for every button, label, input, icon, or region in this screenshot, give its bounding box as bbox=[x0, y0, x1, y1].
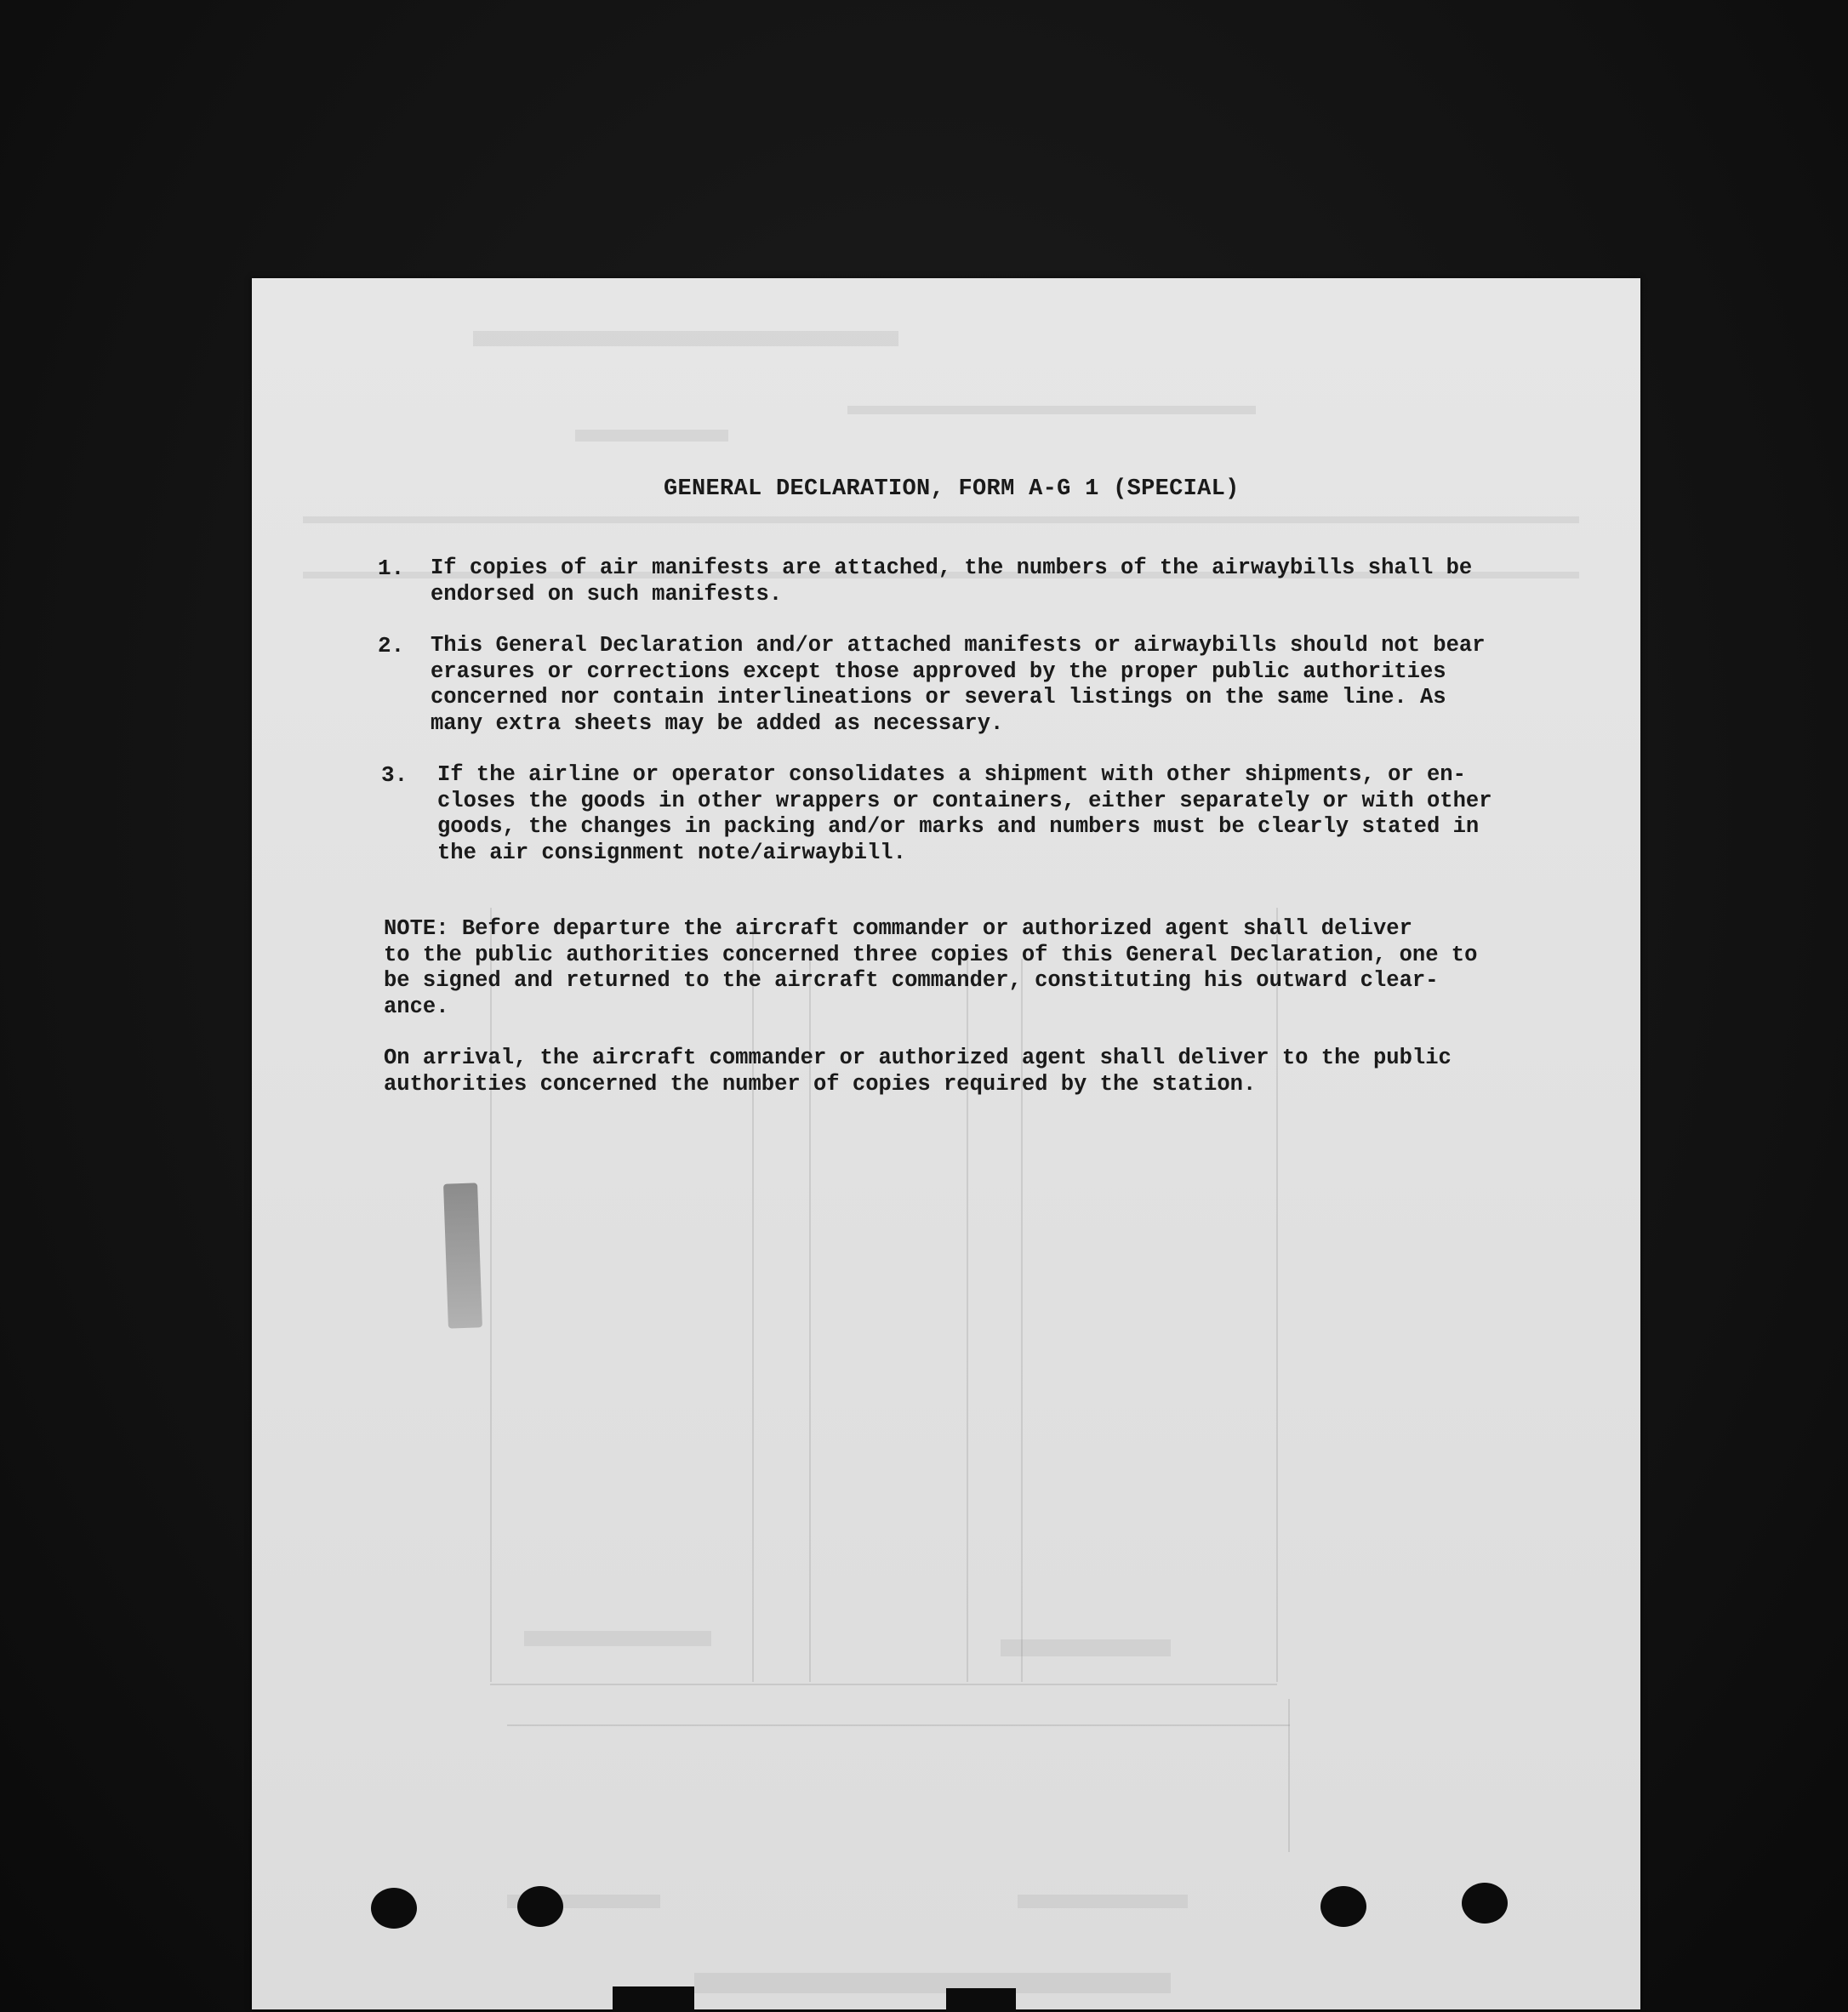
item-line: the air consignment note/airwaybill. bbox=[437, 840, 906, 865]
bleed-through-line bbox=[490, 1684, 1277, 1685]
item-number: 2. bbox=[378, 633, 405, 658]
punch-hole bbox=[517, 1886, 563, 1927]
list-item bbox=[431, 633, 1511, 737]
item-line: erasures or corrections except those approved by the proper public authorities bbox=[431, 658, 1446, 684]
item-line: If the airline or operator consolidates a shipment with other shipments, or en- bbox=[437, 762, 1466, 787]
bleed-through-mark bbox=[694, 1973, 1171, 1993]
bleed-through-mark bbox=[575, 430, 728, 442]
item-number: 3. bbox=[381, 762, 408, 788]
note-line: NOTE: Before departure the aircraft commander or authorized agent shall deliver bbox=[384, 916, 1412, 941]
item-number: 1. bbox=[378, 556, 405, 581]
item-line: endorsed on such manifests. bbox=[431, 581, 783, 607]
bleed-through-mark bbox=[303, 516, 1579, 523]
arrival-line: authorities concerned the number of copies required by the station. bbox=[384, 1071, 1257, 1097]
note-line: be signed and returned to the aircraft commander, constituting his outward clear- bbox=[384, 968, 1439, 993]
bleed-through-line bbox=[507, 1724, 1290, 1726]
bleed-through-line bbox=[490, 908, 492, 1682]
item-line: This General Declaration and/or attached manifests or airwaybills should not bear bbox=[431, 633, 1486, 658]
item-line: many extra sheets may be added as necessary. bbox=[431, 710, 1004, 736]
document-title: GENERAL DECLARATION, FORM A-G 1 (SPECIAL) bbox=[664, 476, 1240, 502]
note-line: ance. bbox=[384, 994, 449, 1019]
bleed-through-line bbox=[752, 925, 754, 1682]
punch-hole bbox=[1462, 1883, 1508, 1924]
punch-hole bbox=[371, 1888, 417, 1929]
item-line: concerned nor contain interlineations or several listings on the same line. As bbox=[431, 685, 1446, 710]
bleed-through-mark bbox=[473, 331, 898, 346]
bleed-through-mark bbox=[847, 406, 1256, 414]
list-item bbox=[431, 556, 1511, 607]
list-item bbox=[437, 762, 1518, 866]
bleed-through-mark bbox=[1018, 1895, 1188, 1908]
bleed-through-mark bbox=[1001, 1639, 1171, 1656]
item-line: goods, the changes in packing and/or marks and numbers must be clearly stated in bbox=[437, 814, 1480, 839]
document-page bbox=[252, 278, 1640, 2009]
item-line: closes the goods in other wrappers or containers, either separately or with other bbox=[437, 788, 1492, 813]
bleed-through-line bbox=[1288, 1699, 1290, 1852]
arrival-line: On arrival, the aircraft commander or authorized agent shall deliver to the public bbox=[384, 1046, 1452, 1070]
bleed-through-line bbox=[1276, 908, 1278, 1682]
note-paragraph bbox=[384, 916, 1515, 1020]
binding-tab bbox=[946, 1988, 1016, 2009]
item-line: If copies of air manifests are attached, the numbers of the airwaybills shall be bbox=[431, 556, 1473, 580]
binding-tab bbox=[613, 1986, 694, 2009]
bleed-through-mark bbox=[524, 1631, 711, 1646]
arrival-paragraph bbox=[384, 1046, 1515, 1097]
rubber-stamp bbox=[443, 1183, 482, 1328]
note-line: to the public authorities concerned three copies of this General Declaration, one to bbox=[384, 942, 1478, 967]
punch-hole bbox=[1320, 1886, 1366, 1927]
